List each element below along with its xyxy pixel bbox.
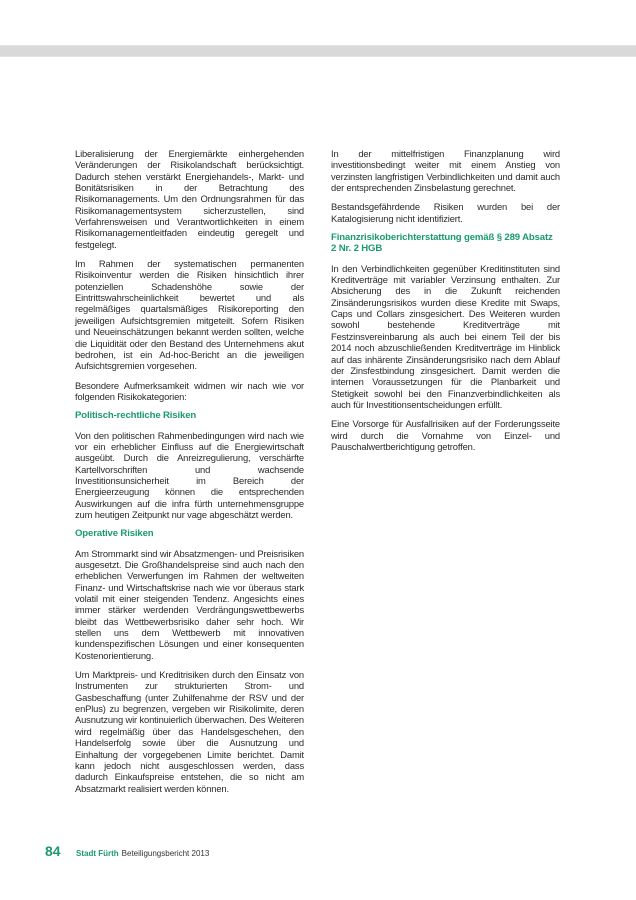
- paragraph: Um Marktpreis- und Kreditrisiken durch den Einsatz von Instrumenten zur strukturierten Strom- und Gasbeschaffung (unter Zuhilfenahme der RSV und der enPlus) zu begrenzen, vergeben wir Risikolimite, deren Ausnutzung wir kontinuierlich überwachen. Des Weiteren wird regelmäßig über das Handelsgeschehen, den Handelserfolg sowie über die Ausnutzung und Einhaltung der vorgegebenen Limite berichtet. Damit kann jedoch nicht ausgeschlossen werden, dass dadurch Einkaufspreise entstehen, die so nicht am Absatzmarkt realisiert werden können.: [75, 669, 304, 794]
- paragraph: Liberalisierung der Energiemärkte einhergehenden Veränderungen der Risikolandschaft berücksichtigt. Dadurch stehen verstärkt Energiehandels-, Markt- und Bonitätsrisiken in der Betrachtung des Risikomanagements. Um den Ordnungsrahmen für das Risikomanagementsystem sicherzustellen, sind Verfahrensweisen und Verantwortlichkeiten in einem Risikomanagementleitfaden eindeutig geregelt und festgelegt.: [75, 148, 304, 250]
- paragraph: In den Verbindlichkeiten gegenüber Kreditinstituten sind Kreditverträge mit variabler Verzinsung enthalten. Zur Absicherung des in die Zukunft reichenden Zinsänderungsrisikos wurden diese Kredite mit Swaps, Caps und Collars zinsgesichert. Des Weiteren wurden sowohl bestehende Kreditverträge mit Festzinsvereinbarung als auch bei einem Teil der bis 2014 noch abzuschließenden Kreditverträge im Hinblick auf das inhärente Zinsänderungsrisiko nach dem Ablauf der Zinsfestbindung zinsgesichert. Damit werden die internen Voraussetzungen für die Planbarkeit und Stetigkeit sowohl bei den Finanzverbindlichkeiten als auch für Investitionsentscheidungen erfüllt.: [331, 262, 560, 410]
- right-column: [331, 148, 560, 460]
- section-heading-operative-risks: Operative Risiken: [75, 528, 154, 540]
- paragraph: Besondere Aufmerksamkeit widmen wir nach wie vor folgenden Risikokategorien:: [75, 379, 304, 402]
- page-footer: [45, 843, 209, 859]
- footer-brand: Stadt Fürth: [76, 849, 119, 858]
- section-heading-financial-risk-reporting: Finanzrisikoberichterstattung gemäß § 289 Absatz 2 Nr. 2 HGB: [331, 232, 553, 255]
- paragraph: Im Rahmen der systematischen permanenten Risikoinventur werden die Risiken hinsichtlich ihrer potenziellen Schadenshöhe sowie der Eintrittswahrscheinlichkeit bewertet und als regelmäßiges quartalsmäßiges Risikoreporting den jeweiligen Aufsichtsgremien mitgeteilt. Sofern Risiken und Neueinschätzungen bekannt werden sollten, welche die Liquidität oder den Bestand des Unternehmens akut bedrohen, ist ein Ad-hoc-Bericht an die jeweiligen Aufsichtsgremien vorgesehen.: [75, 258, 304, 372]
- top-band: [0, 45, 636, 57]
- left-column: [75, 148, 304, 802]
- paragraph: Eine Vorsorge für Ausfallrisiken auf der Forderungsseite wird durch die Vornahme von Einzel- und Pauschalwertberichtigung getroffen.: [331, 418, 560, 452]
- paragraph: Von den politischen Rahmenbedingungen wird nach wie vor ein erheblicher Einfluss auf die Energiewirtschaft ausgeübt. Durch die Anreizregulierung, verschärfte Kartellvorschriften und wachsende Investitionsunsicherheit im Bereich der Energieerzeugung können die entsprechenden Auswirkungen auf die infra fürth unternehmensgruppe zum heutigen Zeitpunkt nur vage abgeschätzt werden.: [75, 429, 304, 520]
- paragraph: In der mittelfristigen Finanzplanung wird investitionsbedingt weiter mit einem Anstieg von verzinsten langfristigen Verbindlichkeiten und damit auch der entsprechenden Zinsbelastung gerechnet.: [331, 148, 560, 194]
- footer-title: Beteiligungsbericht 2013: [121, 849, 210, 858]
- paragraph: Am Strommarkt sind wir Absatzmengen- und Preisrisiken ausgesetzt. Die Großhandelspreise sind auch nach den erheblichen Verwerfungen im Rahmen der weltweiten Finanz- und Wirtschaftskrise nach wie vor überaus stark volatil mit einer steigenden Tendenz. Angesichts eines immer stärker werdenden Verdrängungswettbewerbs bleibt das Wettbewerbsrisiko daher sehr hoch. Wir stellen uns dem Wettbewerb mit innovativen kundenspezifischen Lösungen und einer konsequenten Kostenorientierung.: [75, 547, 304, 661]
- section-heading-political-risks: Politisch-rechtliche Risiken: [75, 410, 197, 422]
- paragraph: Bestandsgefährdende Risiken wurden bei der Katalogisierung nicht identifiziert.: [331, 201, 560, 224]
- page-number: 84: [45, 843, 61, 859]
